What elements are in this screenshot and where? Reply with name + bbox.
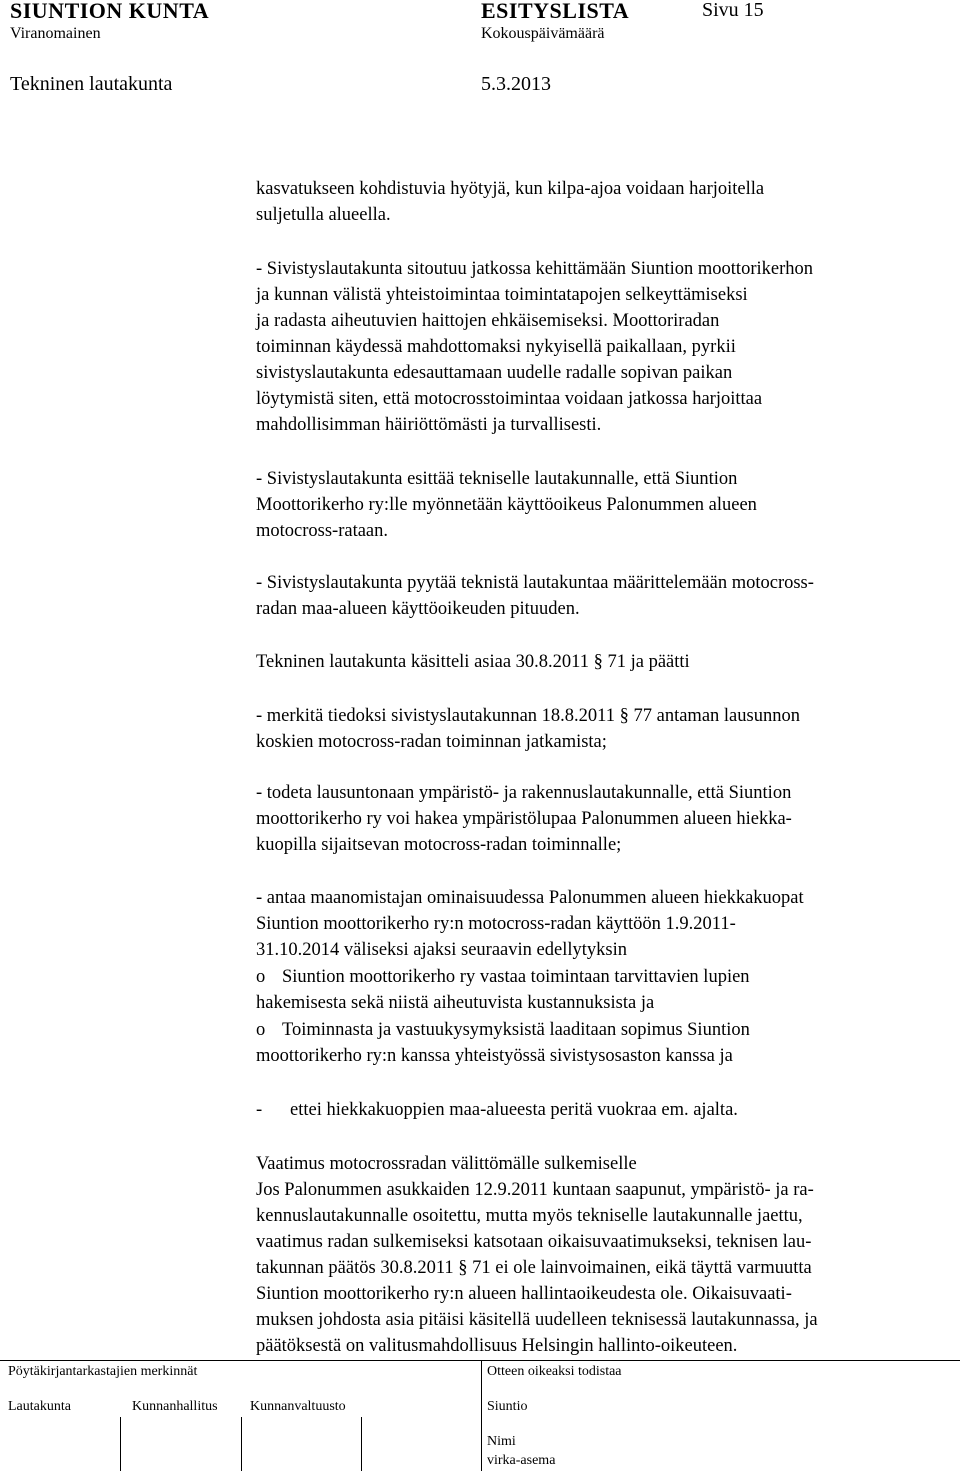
line: toiminnan käydessä mahdottomaksi nykyisellä paikallaan, pyrkii: [256, 337, 736, 357]
line: mahdollisimman häiriöttömästi ja turvallisesti.: [256, 415, 602, 435]
line: ja radasta aiheutuvien haittojen ehkäisemiseksi. Moottoriradan: [256, 311, 720, 331]
name-label: Nimi: [487, 1434, 516, 1449]
line: Moottorikerho ry:lle myönnetään käyttöoikeus Palonummen alueen: [256, 495, 757, 515]
footer-col-divider-1: [120, 1417, 121, 1471]
line: koskien motocross-radan toiminnan jatkamista;: [256, 732, 607, 752]
bullet-marker: o: [256, 1020, 266, 1040]
authority-name: Tekninen lautakunta: [10, 73, 173, 95]
line: - Sivistyslautakunta esittää tekniselle lautakunnalle, että Siuntion: [256, 469, 738, 489]
line: kuopilla sijaitsevan motocross-radan toiminnalle;: [256, 835, 622, 855]
footer-col-divider-2: [241, 1417, 242, 1471]
line: 31.10.2014 väliseksi ajaksi seuraavin edellytyksin: [256, 940, 627, 960]
line: takunnan päätös 30.8.2011 § 71 ei ole lainvoimainen, eikä täyttä varmuutta: [256, 1258, 812, 1278]
line: Siuntion moottorikerho ry:n motocross-radan käyttöön 1.9.2011-: [256, 914, 736, 934]
organ-board: Lautakunta: [8, 1399, 71, 1414]
line: ettei hiekkakuoppien maa-alueesta peritä vuokraa em. ajalta.: [290, 1100, 738, 1120]
line: Tekninen lautakunta käsitteli asiaa 30.8.2011 § 71 ja päätti: [256, 652, 690, 672]
line: kennuslautakunnalle osoitettu, mutta myös tekniselle lautakunnalle jaettu,: [256, 1206, 803, 1226]
line: radan maa-alueen käyttöoikeuden pituuden.: [256, 599, 580, 619]
line: kasvatukseen kohdistuvia hyötyjä, kun kilpa-ajoa voidaan harjoitella: [256, 179, 765, 199]
footer-divider: [481, 1360, 482, 1471]
line: vaatimus radan sulkemiseksi katsotaan oikaisuvaatimukseksi, teknisen lau-: [256, 1232, 812, 1252]
line: muksen johdosta asia pitäisi käsitellä uudelleen teknisessä lautakunnassa, ja: [256, 1310, 818, 1330]
organ-council: Kunnanhallitus: [132, 1399, 218, 1414]
line: Toiminnasta ja vastuukysymyksistä laaditaan sopimus Siuntion: [282, 1020, 750, 1040]
dash-marker: -: [256, 1100, 263, 1120]
meeting-date-label: Kokouspäivämäärä: [481, 25, 605, 42]
line: - antaa maanomistajan ominaisuudessa Palonummen alueen hiekkakuopat: [256, 888, 804, 908]
certified-label: Otteen oikeaksi todistaa: [487, 1364, 622, 1379]
title-label: virka-asema: [487, 1453, 556, 1468]
line: hakemisesta sekä niistä aiheutuvista kustannuksista ja: [256, 993, 655, 1013]
line: löytymistä siten, että motocrosstoimintaa voidaan jatkossa harjoittaa: [256, 389, 763, 409]
line: Siuntion moottorikerho ry:n alueen hallintaoikeudesta ole. Oikaisuvaati-: [256, 1284, 792, 1304]
municipality-name: SIUNTION KUNTA: [10, 0, 210, 23]
footer-col-divider-3: [361, 1417, 362, 1471]
line: - Sivistyslautakunta sitoutuu jatkossa kehittämään Siuntion moottorikerhon: [256, 259, 813, 279]
line: - merkitä tiedoksi sivistyslautakunnan 18.8.2011 § 77 antaman lausunnon: [256, 706, 800, 726]
footer-top-rule: [0, 1360, 960, 1361]
bullet-marker: o: [256, 967, 266, 987]
line: ja kunnan välistä yhteistoimintaa toimintatapojen selkeyttämiseksi: [256, 285, 748, 305]
line: moottorikerho ry voi hakea ympäristölupaa Palonummen alueen hiekka-: [256, 809, 792, 829]
section-heading: Vaatimus motocrossradan välittömälle sulkemiselle: [256, 1154, 637, 1174]
line: Siuntion moottorikerho ry vastaa toimintaan tarvittavien lupien: [282, 967, 750, 987]
line: moottorikerho ry:n kanssa yhteistyössä sivistysosaston kanssa ja: [256, 1046, 733, 1066]
line: suljetulla alueella.: [256, 205, 391, 225]
page-number: Sivu 15: [702, 0, 764, 21]
place-label: Siuntio: [487, 1399, 528, 1414]
organ-assembly: Kunnanvaltuusto: [250, 1399, 346, 1414]
line: sivistyslautakunta edesauttamaan uudelle radalle sopivan paikan: [256, 363, 733, 383]
line: Jos Palonummen asukkaiden 12.9.2011 kuntaan saapunut, ympäristö- ja ra-: [256, 1180, 814, 1200]
document-type: ESITYSLISTA: [481, 0, 630, 23]
meeting-date: 5.3.2013: [481, 73, 551, 95]
line: - Sivistyslautakunta pyytää teknistä lautakuntaa määrittelemään motocross-: [256, 573, 814, 593]
verifiers-label: Pöytäkirjantarkastajien merkinnät: [8, 1364, 198, 1379]
line: päätöksestä on valitusmahdollisuus Helsingin hallinto-oikeuteen.: [256, 1336, 738, 1356]
authority-label: Viranomainen: [10, 25, 101, 42]
line: - todeta lausuntonaan ympäristö- ja rakennuslautakunnalle, että Siuntion: [256, 783, 792, 803]
line: motocross-rataan.: [256, 521, 389, 541]
